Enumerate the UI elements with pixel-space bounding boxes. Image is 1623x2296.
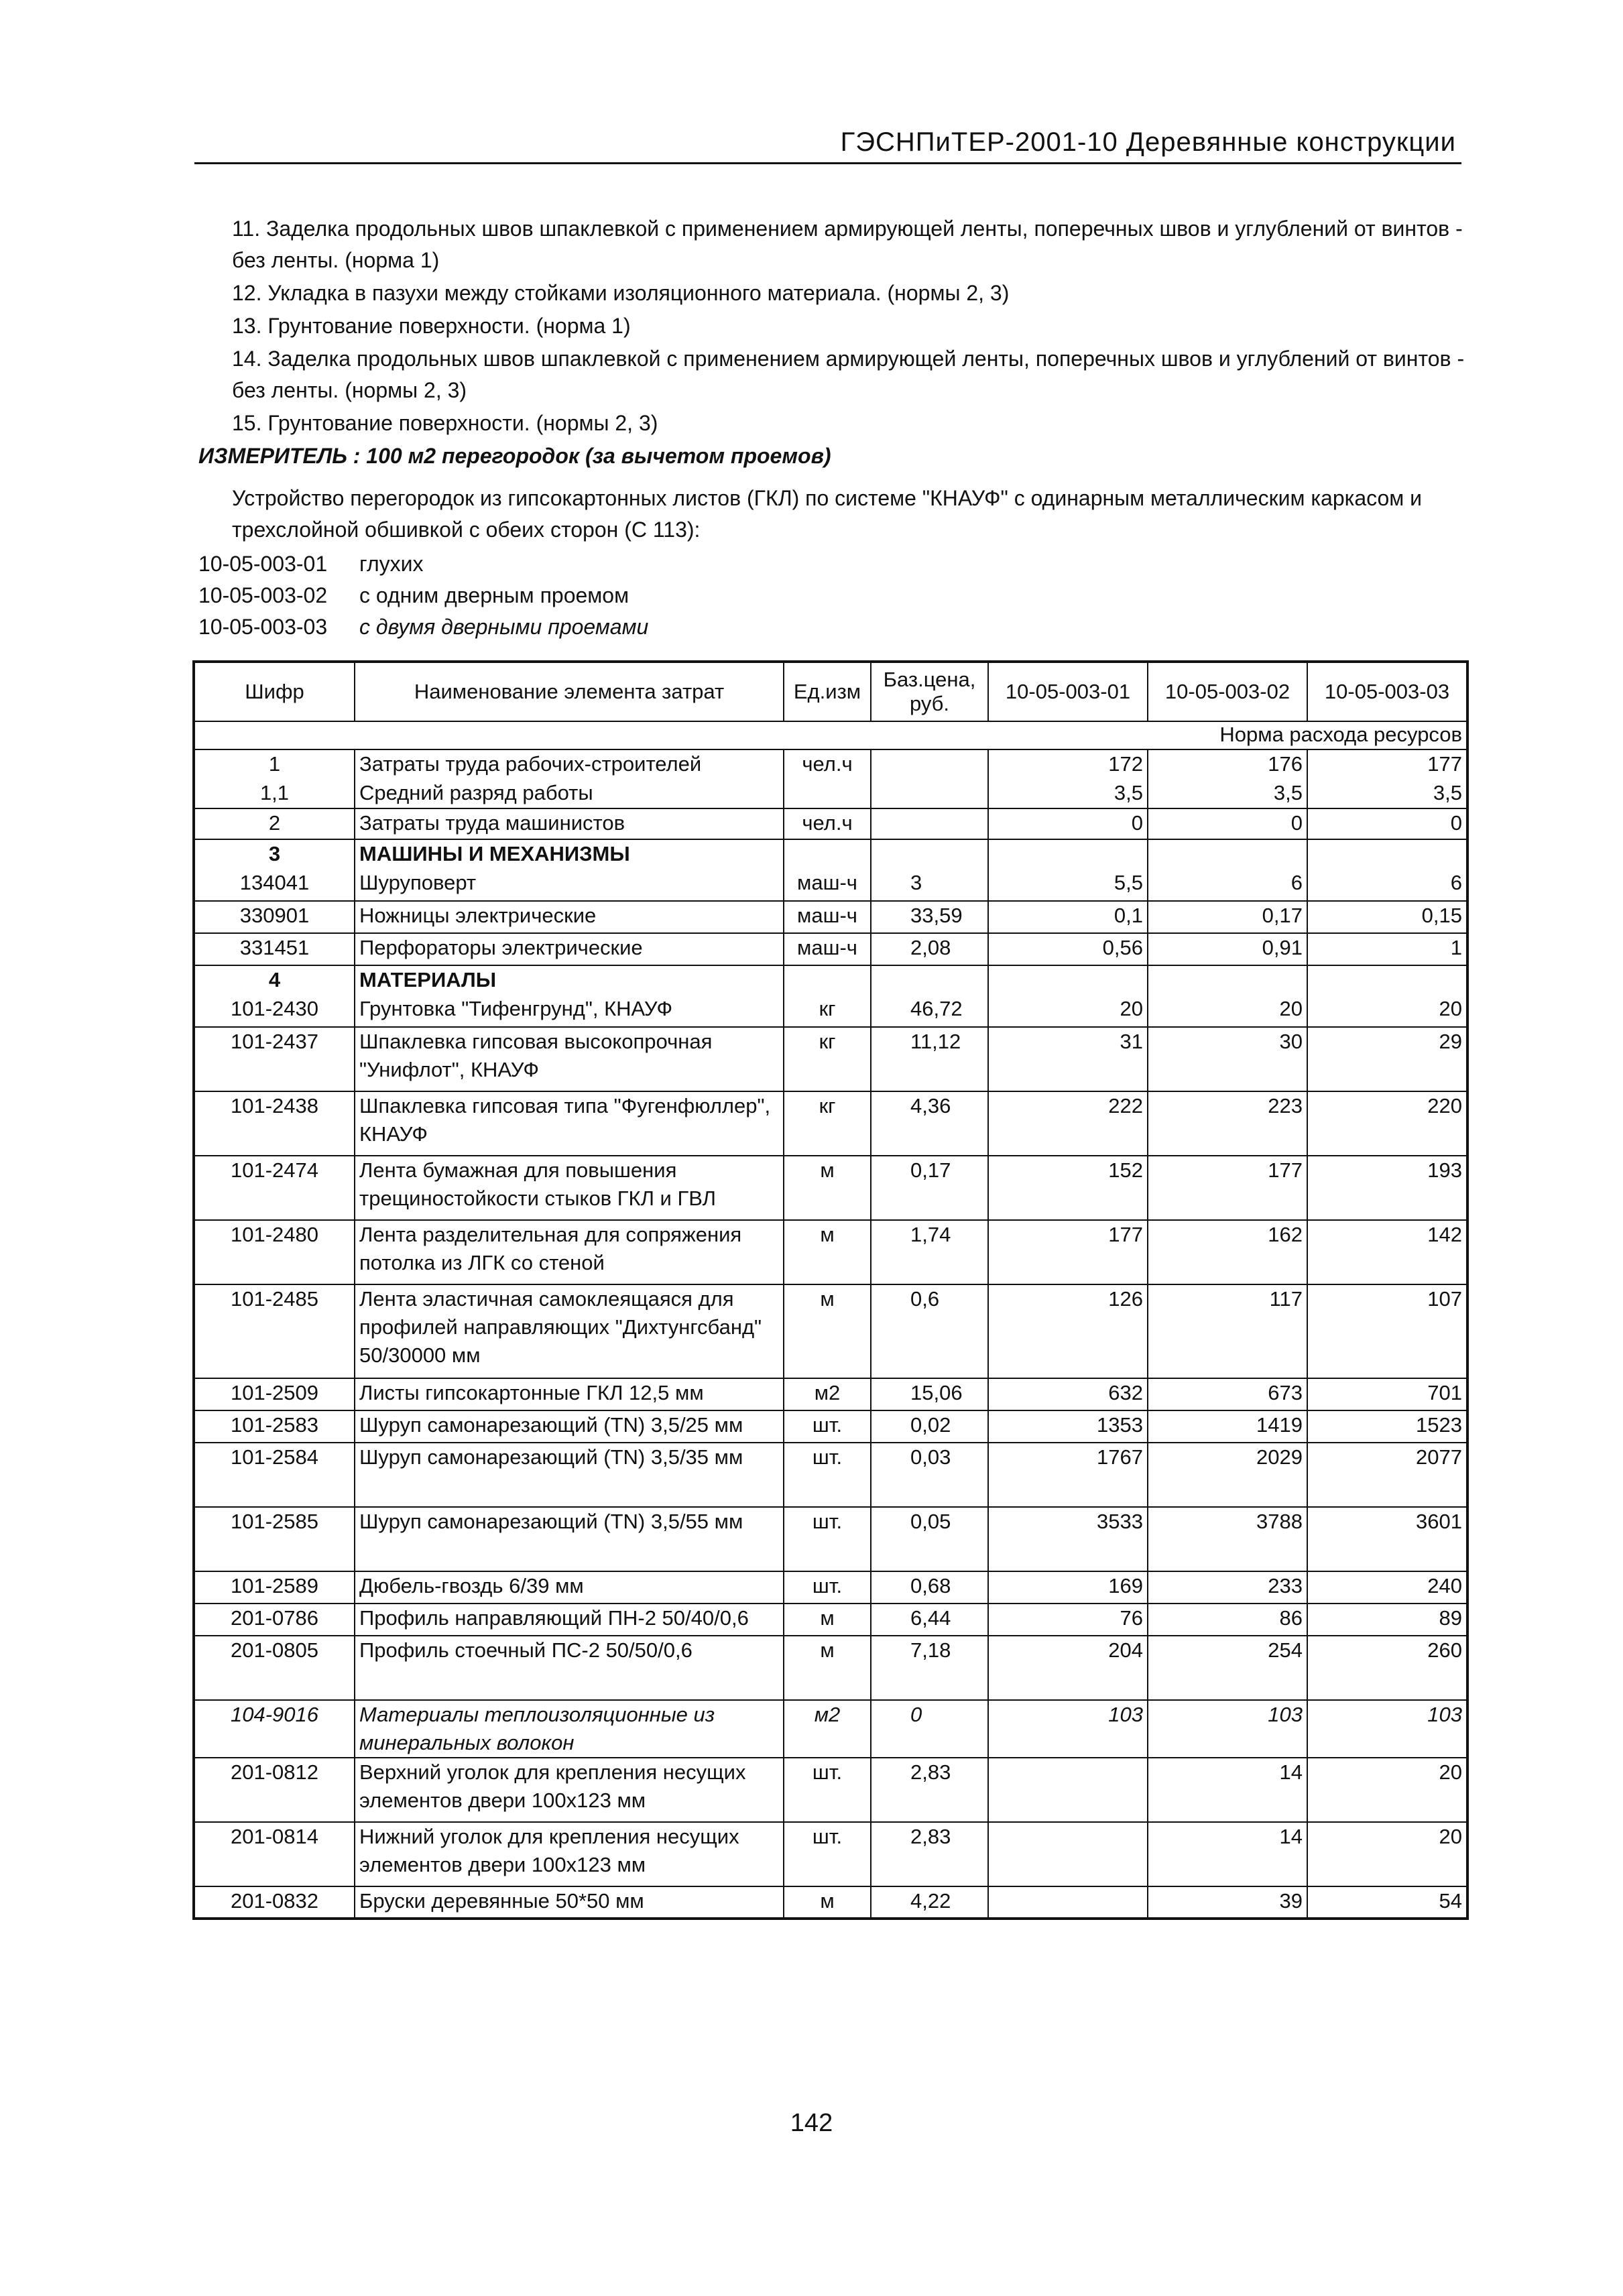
cell-norm-02: 3788 (1148, 1507, 1307, 1571)
cell-norm-03: 3601 (1307, 1507, 1467, 1571)
cell-norm-03: 177 (1307, 749, 1467, 779)
cell-norm-03: 220 (1307, 1091, 1467, 1156)
cell-code: 201-0786 (194, 1604, 355, 1636)
cell-norm-01 (988, 965, 1148, 995)
cell-code: 201-0805 (194, 1636, 355, 1700)
cell-unit: м (784, 1220, 871, 1284)
cell-name: Шуруп самонарезающий (TN) 3,5/25 мм (355, 1410, 784, 1443)
cell-norm-02: 39 (1148, 1886, 1307, 1919)
cell-price: 0,68 (871, 1571, 988, 1604)
norm-code: 10-05-003-03 (198, 615, 328, 639)
cell-unit: м2 (784, 1378, 871, 1410)
norm-code-row (198, 580, 1465, 611)
cell-norm-01: 126 (988, 1284, 1148, 1378)
cell-unit: шт. (784, 1571, 871, 1604)
cell-norm-03: 2077 (1307, 1443, 1467, 1507)
cell-code: 101-2584 (194, 1443, 355, 1507)
cell-code: 2 (194, 808, 355, 839)
cell-price (871, 779, 988, 808)
cell-code: 1,1 (194, 779, 355, 808)
cell-unit: маш-ч (784, 869, 871, 901)
cell-norm-03: 142 (1307, 1220, 1467, 1284)
cell-code: 4 (194, 965, 355, 995)
cell-norm-03: 1 (1307, 933, 1467, 965)
cell-norm-03: 20 (1307, 1758, 1467, 1822)
cell-name: Лента разделительная для сопряжения потолка из ЛГК со стеной (355, 1220, 784, 1284)
cell-price (871, 839, 988, 869)
cell-norm-01: 20 (988, 995, 1148, 1027)
cell-norm-01: 0 (988, 808, 1148, 839)
cell-unit: кг (784, 1027, 871, 1091)
cell-code: 201-0814 (194, 1822, 355, 1886)
cell-price: 6,44 (871, 1604, 988, 1636)
cell-unit: м (784, 1284, 871, 1378)
table-row (194, 1443, 1467, 1507)
cell-name: Шпаклевка гипсовая высокопрочная "Унифлот", КНАУФ (355, 1027, 784, 1091)
cell-code: 101-2437 (194, 1027, 355, 1091)
cell-norm-01: 3533 (988, 1507, 1148, 1571)
cell-price: 46,72 (871, 995, 988, 1027)
cell-norm-02: 177 (1148, 1156, 1307, 1220)
cell-norm-03: 701 (1307, 1378, 1467, 1410)
cell-norm-03: 20 (1307, 995, 1467, 1027)
cell-norm-01 (988, 839, 1148, 869)
cell-norm-02: 103 (1148, 1700, 1307, 1758)
cell-price (871, 965, 988, 995)
cell-code: 3 (194, 839, 355, 869)
table-row (194, 1156, 1467, 1220)
cell-norm-02: 223 (1148, 1091, 1307, 1156)
col-header-norm-03: 10-05-003-03 (1307, 662, 1467, 721)
norm-code-desc: с одним дверным проемом (359, 583, 629, 607)
cell-price: 2,83 (871, 1758, 988, 1822)
page-header (194, 127, 1461, 164)
cell-unit: чел.ч (784, 808, 871, 839)
cell-norm-03: 54 (1307, 1886, 1467, 1919)
cell-name: Листы гипсокартонные ГКЛ 12,5 мм (355, 1378, 784, 1410)
cell-norm-01 (988, 1822, 1148, 1886)
table-row (194, 965, 1467, 995)
col-header-price: Баз.цена, руб. (871, 662, 988, 721)
table-row (194, 995, 1467, 1027)
cell-price: 33,59 (871, 901, 988, 933)
cell-name: Затраты труда рабочих-строителей (355, 749, 784, 779)
table-row (194, 933, 1467, 965)
cell-norm-02: 1419 (1148, 1410, 1307, 1443)
cell-unit: маш-ч (784, 901, 871, 933)
table-header-row (194, 662, 1467, 721)
table-row (194, 1604, 1467, 1636)
norm-code: 10-05-003-02 (198, 583, 328, 607)
cell-price: 2,08 (871, 933, 988, 965)
cell-unit: кг (784, 995, 871, 1027)
cell-norm-02: 14 (1148, 1822, 1307, 1886)
cell-unit: шт. (784, 1443, 871, 1507)
cell-unit: м (784, 1886, 871, 1919)
cell-norm-01: 632 (988, 1378, 1148, 1410)
cell-price: 4,36 (871, 1091, 988, 1156)
cell-norm-03: 260 (1307, 1636, 1467, 1700)
cell-norm-03: 0,15 (1307, 901, 1467, 933)
cell-code: 201-0832 (194, 1886, 355, 1919)
cell-norm-01 (988, 1758, 1148, 1822)
cell-unit (784, 839, 871, 869)
cell-norm-01: 169 (988, 1571, 1148, 1604)
cell-name: Грунтовка "Тифенгрунд", КНАУФ (355, 995, 784, 1027)
table-row (194, 1220, 1467, 1284)
cell-norm-01: 31 (988, 1027, 1148, 1091)
cell-code: 101-2474 (194, 1156, 355, 1220)
cell-unit: м (784, 1604, 871, 1636)
norm-label: Норма расхода ресурсов (194, 721, 1467, 749)
cell-name: Перфораторы электрические (355, 933, 784, 965)
cell-unit: м (784, 1636, 871, 1700)
cell-norm-03: 107 (1307, 1284, 1467, 1378)
cell-name: Профиль стоечный ПС-2 50/50/0,6 (355, 1636, 784, 1700)
cell-norm-01: 76 (988, 1604, 1148, 1636)
cell-norm-02: 117 (1148, 1284, 1307, 1378)
col-header-name: Наименование элемента затрат (355, 662, 784, 721)
cell-price: 7,18 (871, 1636, 988, 1700)
table-row (194, 1636, 1467, 1700)
table-row (194, 1507, 1467, 1571)
cell-name: Материалы теплоизоляционные из минеральных волокон (355, 1700, 784, 1758)
cell-unit: чел.ч (784, 749, 871, 779)
cell-name: Ножницы электрические (355, 901, 784, 933)
cell-unit: шт. (784, 1410, 871, 1443)
cell-norm-03: 20 (1307, 1822, 1467, 1886)
col-header-norm-01: 10-05-003-01 (988, 662, 1148, 721)
cell-unit (784, 965, 871, 995)
cell-code: 101-2430 (194, 995, 355, 1027)
table-row (194, 779, 1467, 808)
page-number: 142 (790, 2109, 833, 2137)
cell-name: Шуруп самонарезающий (TN) 3,5/35 мм (355, 1443, 784, 1507)
cell-name: Средний разряд работы (355, 779, 784, 808)
cell-norm-02: 2029 (1148, 1443, 1307, 1507)
cell-code: 101-2585 (194, 1507, 355, 1571)
work-item-15: 15. Грунтование поверхности. (нормы 2, 3) (232, 411, 658, 435)
table-row (194, 839, 1467, 869)
cell-norm-02: 6 (1148, 869, 1307, 901)
cell-norm-02: 233 (1148, 1571, 1307, 1604)
cell-price: 0,17 (871, 1156, 988, 1220)
cell-name: Нижний уголок для крепления несущих элементов двери 100х123 мм (355, 1822, 784, 1886)
measure-unit: ИЗМЕРИТЕЛЬ : 100 м2 перегородок (за вычетом проемов) (198, 444, 831, 468)
cell-price: 0 (871, 1700, 988, 1758)
cell-norm-03: 89 (1307, 1604, 1467, 1636)
cell-price (871, 808, 988, 839)
cell-unit: шт. (784, 1507, 871, 1571)
table-row (194, 749, 1467, 779)
cell-name: Профиль направляющий ПН-2 50/40/0,6 (355, 1604, 784, 1636)
cell-code: 101-2583 (194, 1410, 355, 1443)
cell-code: 101-2509 (194, 1378, 355, 1410)
table-row (194, 1886, 1467, 1919)
cell-norm-01: 172 (988, 749, 1148, 779)
cell-unit: шт. (784, 1822, 871, 1886)
cell-norm-03: 103 (1307, 1700, 1467, 1758)
cell-norm-03: 6 (1307, 869, 1467, 901)
work-item-12: 12. Укладка в пазухи между стойками изоляционного материала. (нормы 2, 3) (232, 281, 1010, 305)
table-row (194, 1091, 1467, 1156)
cell-norm-01: 0,56 (988, 933, 1148, 965)
table-row (194, 1700, 1467, 1758)
cell-norm-01: 5,5 (988, 869, 1148, 901)
work-item-11: 11. Заделка продольных швов шпаклевкой с применением армирующей ленты, поперечных швов и углублений от винтов - без ленты. (норма 1) (232, 217, 1463, 272)
cell-norm-01: 1767 (988, 1443, 1148, 1507)
cell-norm-03: 1523 (1307, 1410, 1467, 1443)
col-header-norm-02: 10-05-003-02 (1148, 662, 1307, 721)
cell-norm-01: 0,1 (988, 901, 1148, 933)
cell-name: Бруски деревянные 50*50 мм (355, 1886, 784, 1919)
cell-norm-03: 240 (1307, 1571, 1467, 1604)
table-row (194, 1378, 1467, 1410)
cell-norm-02: 0,91 (1148, 933, 1307, 965)
cell-price: 4,22 (871, 1886, 988, 1919)
cell-norm-01: 1353 (988, 1410, 1148, 1443)
resource-norms-table (192, 660, 1469, 1920)
cell-norm-03: 0 (1307, 808, 1467, 839)
work-composition (198, 213, 1465, 643)
cell-code: 1 (194, 749, 355, 779)
table-row (194, 901, 1467, 933)
col-header-code: Шифр (194, 662, 355, 721)
cell-code: 101-2589 (194, 1571, 355, 1604)
work-item-13: 13. Грунтование поверхности. (норма 1) (232, 314, 631, 338)
cell-code: 101-2480 (194, 1220, 355, 1284)
norm-description: Устройство перегородок из гипсокартонных листов (ГКЛ) по системе "КНАУФ" с одинарным металлическим каркасом и трехслойной обшивкой с обеих сторон (С 113): (232, 486, 1423, 542)
cell-name: Затраты труда машинистов (355, 808, 784, 839)
cell-norm-03 (1307, 965, 1467, 995)
table-row (194, 1284, 1467, 1378)
cell-name: Шуруповерт (355, 869, 784, 901)
cell-norm-02: 3,5 (1148, 779, 1307, 808)
cell-norm-03 (1307, 839, 1467, 869)
cell-norm-02: 254 (1148, 1636, 1307, 1700)
cell-norm-02: 176 (1148, 749, 1307, 779)
cell-code: 330901 (194, 901, 355, 933)
cell-norm-03: 193 (1307, 1156, 1467, 1220)
cell-norm-02: 30 (1148, 1027, 1307, 1091)
cell-code: 201-0812 (194, 1758, 355, 1822)
cell-norm-03: 3,5 (1307, 779, 1467, 808)
cell-unit: маш-ч (784, 933, 871, 965)
cell-norm-01: 177 (988, 1220, 1148, 1284)
cell-code: 331451 (194, 933, 355, 965)
cell-unit: м (784, 1156, 871, 1220)
cell-code: 101-2485 (194, 1284, 355, 1378)
cell-norm-03: 29 (1307, 1027, 1467, 1091)
cell-price: 15,06 (871, 1378, 988, 1410)
table-row (194, 869, 1467, 901)
cell-name: Лента эластичная самоклеящаяся для профилей направляющих "Дихтунгсбанд" 50/30000 мм (355, 1284, 784, 1378)
cell-name: Верхний уголок для крепления несущих элементов двери 100х123 мм (355, 1758, 784, 1822)
cell-price: 11,12 (871, 1027, 988, 1091)
cell-name: Дюбель-гвоздь 6/39 мм (355, 1571, 784, 1604)
table-row (194, 808, 1467, 839)
cell-price: 2,83 (871, 1822, 988, 1886)
table-row (194, 1027, 1467, 1091)
norm-label-row (194, 721, 1467, 749)
table-row (194, 1571, 1467, 1604)
cell-code: 134041 (194, 869, 355, 901)
cell-price: 0,05 (871, 1507, 988, 1571)
table-row (194, 1758, 1467, 1822)
cell-norm-02: 86 (1148, 1604, 1307, 1636)
cell-price: 3 (871, 869, 988, 901)
cell-unit: шт. (784, 1758, 871, 1822)
cell-norm-01 (988, 1886, 1148, 1919)
norm-code: 10-05-003-01 (198, 552, 328, 576)
cell-name: Шуруп самонарезающий (TN) 3,5/55 мм (355, 1507, 784, 1571)
cell-norm-01: 152 (988, 1156, 1148, 1220)
cell-name: Лента бумажная для повышения трещиностойкости стыков ГКЛ и ГВЛ (355, 1156, 784, 1220)
norm-code-row (198, 611, 1465, 643)
cell-unit: м2 (784, 1700, 871, 1758)
cell-unit: кг (784, 1091, 871, 1156)
cell-norm-02: 14 (1148, 1758, 1307, 1822)
norm-code-row (198, 548, 1465, 580)
cell-norm-02 (1148, 965, 1307, 995)
table-row (194, 1410, 1467, 1443)
cell-norm-01: 3,5 (988, 779, 1148, 808)
cell-norm-01: 103 (988, 1700, 1148, 1758)
cell-price: 0,03 (871, 1443, 988, 1507)
cell-price: 0,6 (871, 1284, 988, 1378)
cell-code: 104-9016 (194, 1700, 355, 1758)
cell-code: 101-2438 (194, 1091, 355, 1156)
cell-norm-02: 0 (1148, 808, 1307, 839)
cell-name: МАТЕРИАЛЫ (355, 965, 784, 995)
cell-price: 1,74 (871, 1220, 988, 1284)
cell-norm-01: 222 (988, 1091, 1148, 1156)
cell-unit (784, 779, 871, 808)
cell-price (871, 749, 988, 779)
cell-name: МАШИНЫ И МЕХАНИЗМЫ (355, 839, 784, 869)
cell-norm-02: 162 (1148, 1220, 1307, 1284)
norm-code-desc: с двумя дверными проемами (359, 615, 649, 639)
norm-code-desc: глухих (359, 552, 424, 576)
table-body (194, 749, 1467, 1919)
cell-price: 0,02 (871, 1410, 988, 1443)
table-row (194, 1822, 1467, 1886)
cell-norm-02: 0,17 (1148, 901, 1307, 933)
cell-norm-02: 20 (1148, 995, 1307, 1027)
cell-norm-02: 673 (1148, 1378, 1307, 1410)
cell-name: Шпаклевка гипсовая типа "Фугенфюллер", КНАУФ (355, 1091, 784, 1156)
work-item-14: 14. Заделка продольных швов шпаклевкой с применением армирующей ленты, поперечных швов и углублений от винтов - без ленты. (нормы 2, 3) (232, 347, 1465, 402)
cell-norm-02 (1148, 839, 1307, 869)
document-title: ГЭСНПиТЕР-2001-10 Деревянные конструкции (840, 127, 1456, 157)
col-header-unit: Ед.изм (784, 662, 871, 721)
cell-norm-01: 204 (988, 1636, 1148, 1700)
